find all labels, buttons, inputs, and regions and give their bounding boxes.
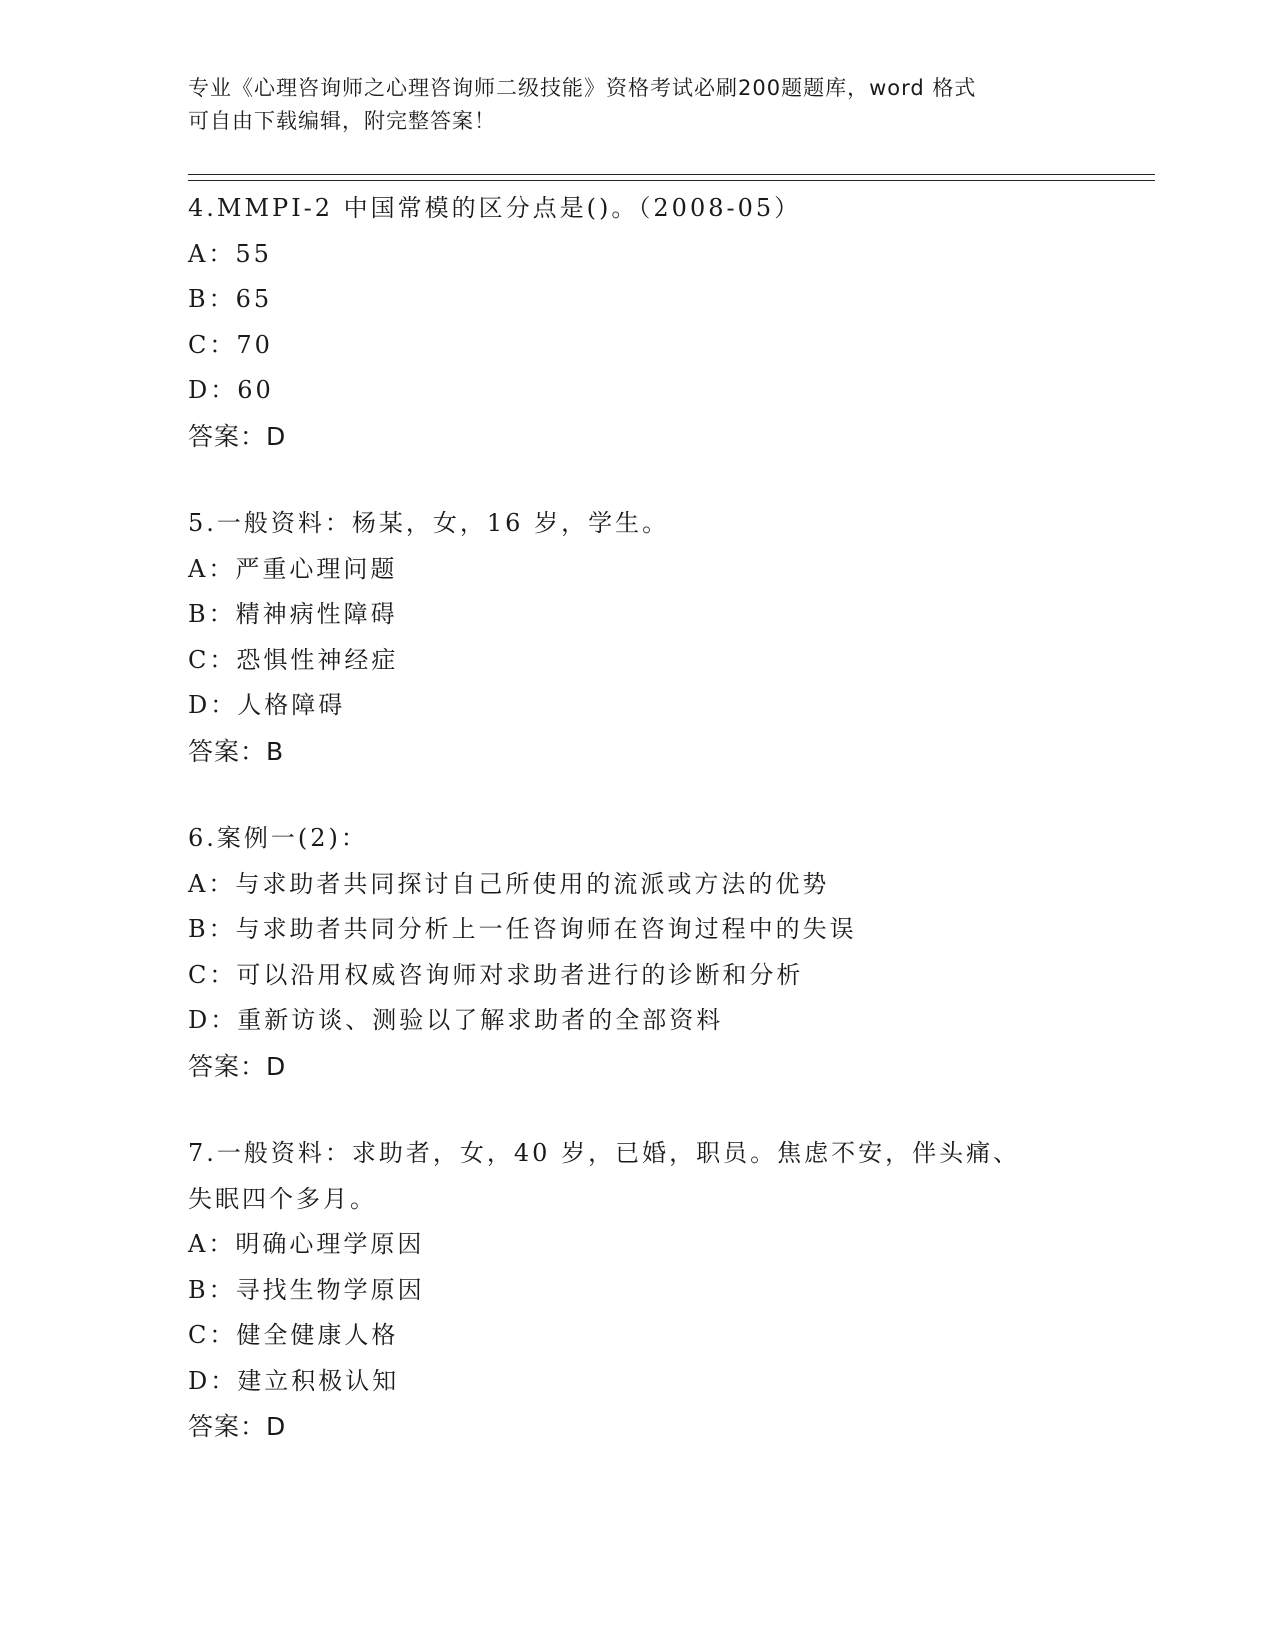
option-b: B：寻找生物学原因 [188,1275,425,1304]
option-d: D：60 [188,376,274,404]
question-item [188,501,1088,774]
option-d: D：重新访谈、测验以了解求助者的全部资料 [188,1006,724,1034]
option-b: B：与求助者共同分析上一任咨询师在咨询过程中的失误 [188,915,857,943]
answer-line: 答案：D [188,421,287,451]
header-divider-top [188,174,1155,175]
question-item [188,816,1088,1089]
question-stem: 5.一般资料：杨某，女，16 岁，学生。 [188,509,670,537]
option-c: C：健全健康人格 [188,1321,399,1349]
option-d: D：建立积极认知 [188,1366,400,1395]
option-c: C：恐惧性神经症 [188,645,399,674]
question-stem: 6.案例一(2)： [188,824,368,852]
header-line-1: 专业《心理咨询师之心理咨询师二级技能》资格考试必刷200题题库，word 格式 [188,76,977,100]
question-item [188,1131,1088,1450]
option-d: D：人格障碍 [188,691,346,719]
question-item [188,186,1088,459]
question-stem-continued: 失眠四个多月。 [188,1184,377,1213]
option-a: A：明确心理学原因 [188,1230,425,1258]
header-divider-bottom [188,180,1155,181]
option-c: C：70 [188,330,273,359]
option-b: B：65 [188,285,273,313]
question-stem: 4.MMPI-2 中国常模的区分点是()。（2008-05） [188,194,802,222]
header-line-2: 可自由下载编辑，附完整答案！ [188,109,496,133]
answer-line: 答案：D [188,1051,287,1081]
question-stem: 7.一般资料：求助者，女，40 岁，已婚，职员。焦虑不安，伴头痛、 [188,1139,1021,1167]
question-list [188,186,1088,1492]
document-header [188,72,1088,138]
option-c: C：可以沿用权威咨询师对求助者进行的诊断和分析 [188,960,804,989]
option-a: A：与求助者共同探讨自己所使用的流派或方法的优势 [188,869,830,898]
answer-line: 答案：B [188,736,285,766]
answer-line: 答案：D [188,1412,287,1441]
option-a: A：严重心理问题 [188,554,398,583]
option-a: A：55 [188,239,272,268]
option-b: B：精神病性障碍 [188,600,398,628]
